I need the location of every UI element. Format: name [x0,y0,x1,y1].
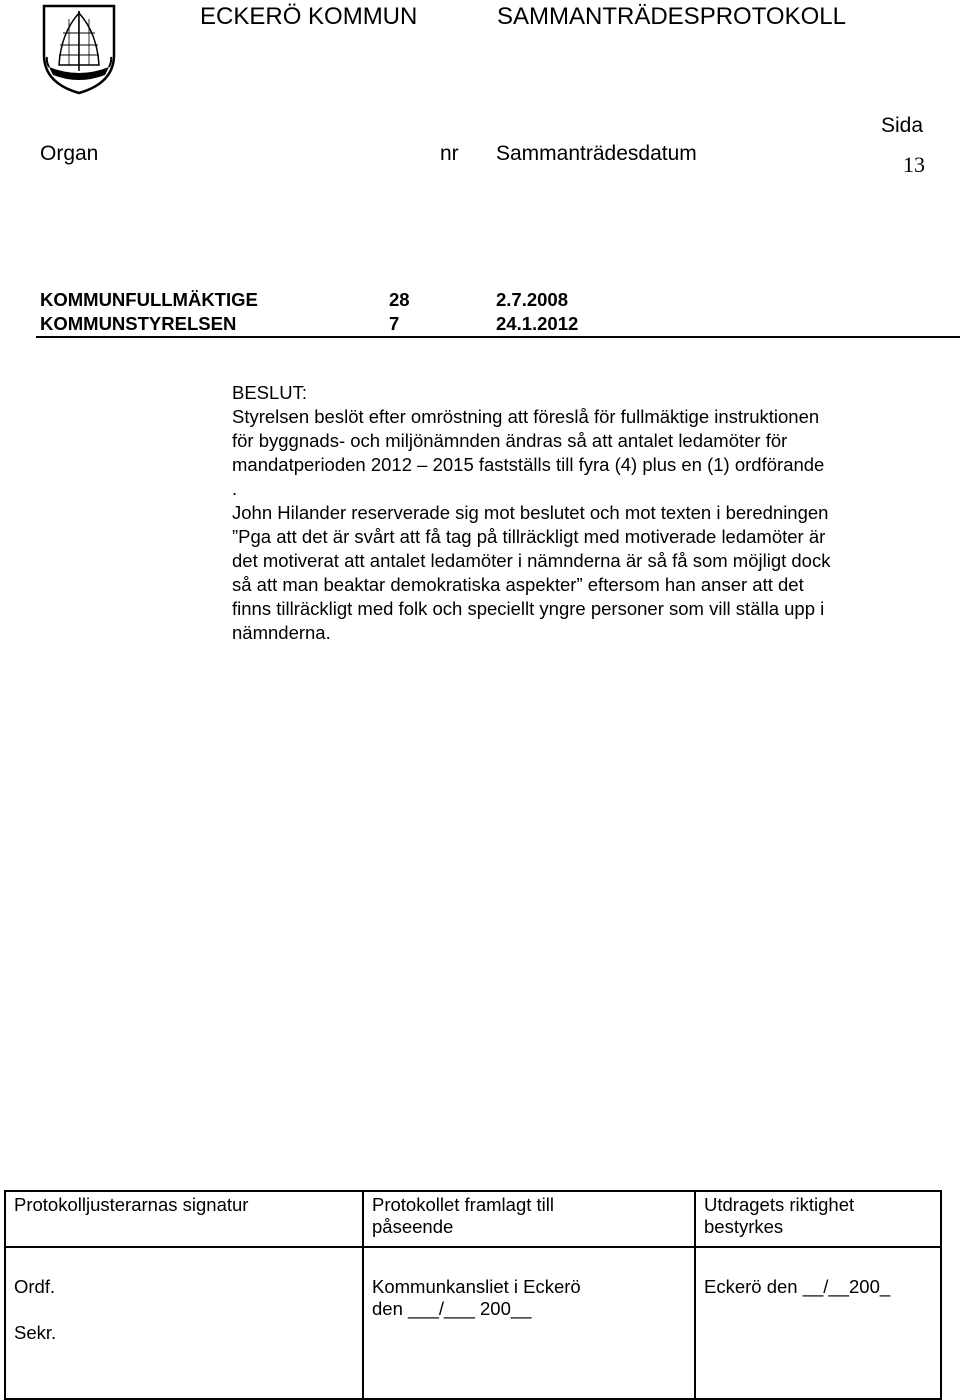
municipality-name: ECKERÖ KOMMUN [200,3,418,30]
protocol-display-label: Protokollet framlagt till [372,1194,554,1215]
display-date: den ___/___ 200__ [372,1298,532,1319]
protocol-checkers-signature-label: Protokolljusterarnas signatur [14,1194,249,1215]
decision-heading: BESLUT: [232,382,308,403]
document-type-title: SAMMANTRÄDESPROTOKOLL [497,3,846,30]
signature-value-cell [5,1247,363,1399]
secretary-label: Sekr. [14,1322,57,1343]
header-divider-line [36,336,960,338]
decision-line: för byggnads- och miljönämnden ändras så att antalet ledamöter för [232,430,788,451]
protocol-display-label-cont: påseende [372,1216,454,1237]
signature-value-cell [695,1247,941,1399]
extract-certified-label-cont: bestyrkes [704,1216,784,1237]
decision-line: så att man beaktar demokratiska aspekter” eftersom han anser att det [232,574,804,595]
decision-line: ”Pga att det är svårt att få tag på tillräckligt med motiverade ledamöter är [232,526,826,547]
meeting-organ: KOMMUNSTYRELSEN [40,313,237,334]
decision-line: det motiverat att antalet ledamöter i nämnderna är så få som möjligt dock [232,550,831,571]
certification-place-date: Eckerö den __/__200_ [704,1276,891,1297]
signature-table-header-row [5,1191,941,1247]
page-label: Sida [881,114,924,137]
meeting-nr: 28 [389,289,410,310]
decision-line: John Hilander reserverade sig mot beslutet och mot texten i beredningen [232,502,829,523]
chairman-label: Ordf. [14,1276,56,1297]
extract-certified-label: Utdragets riktighet [704,1194,855,1215]
decision-line: . [232,478,238,499]
column-header-nr: nr [440,142,459,165]
meeting-organ: KOMMUNFULLMÄKTIGE [40,289,258,310]
display-location: Kommunkansliet i Eckerö [372,1276,581,1297]
column-header-date: Sammanträdesdatum [496,142,697,165]
decision-line: nämnderna. [232,622,331,643]
meeting-date: 24.1.2012 [496,313,579,334]
municipality-coat-of-arms-logo [41,3,117,95]
signature-header-cell [5,1191,363,1247]
signature-value-cell [363,1247,695,1399]
signature-header-cell [363,1191,695,1247]
column-header-organ: Organ [40,142,99,165]
meeting-nr: 7 [389,313,400,334]
decision-line: finns tillräckligt med folk och speciellt yngre personer som vill ställa upp i [232,598,825,619]
decision-section [232,381,942,645]
meeting-date: 2.7.2008 [496,289,569,310]
signature-header-cell [695,1191,941,1247]
decision-line: Styrelsen beslöt efter omröstning att föreslå för fullmäktige instruktionen [232,406,820,427]
signature-table-value-row [5,1247,941,1399]
signature-table [4,1190,942,1400]
page-number: 13 [903,152,925,177]
decision-line: mandatperioden 2012 – 2015 fastställs till fyra (4) plus en (1) ordförande [232,454,825,475]
